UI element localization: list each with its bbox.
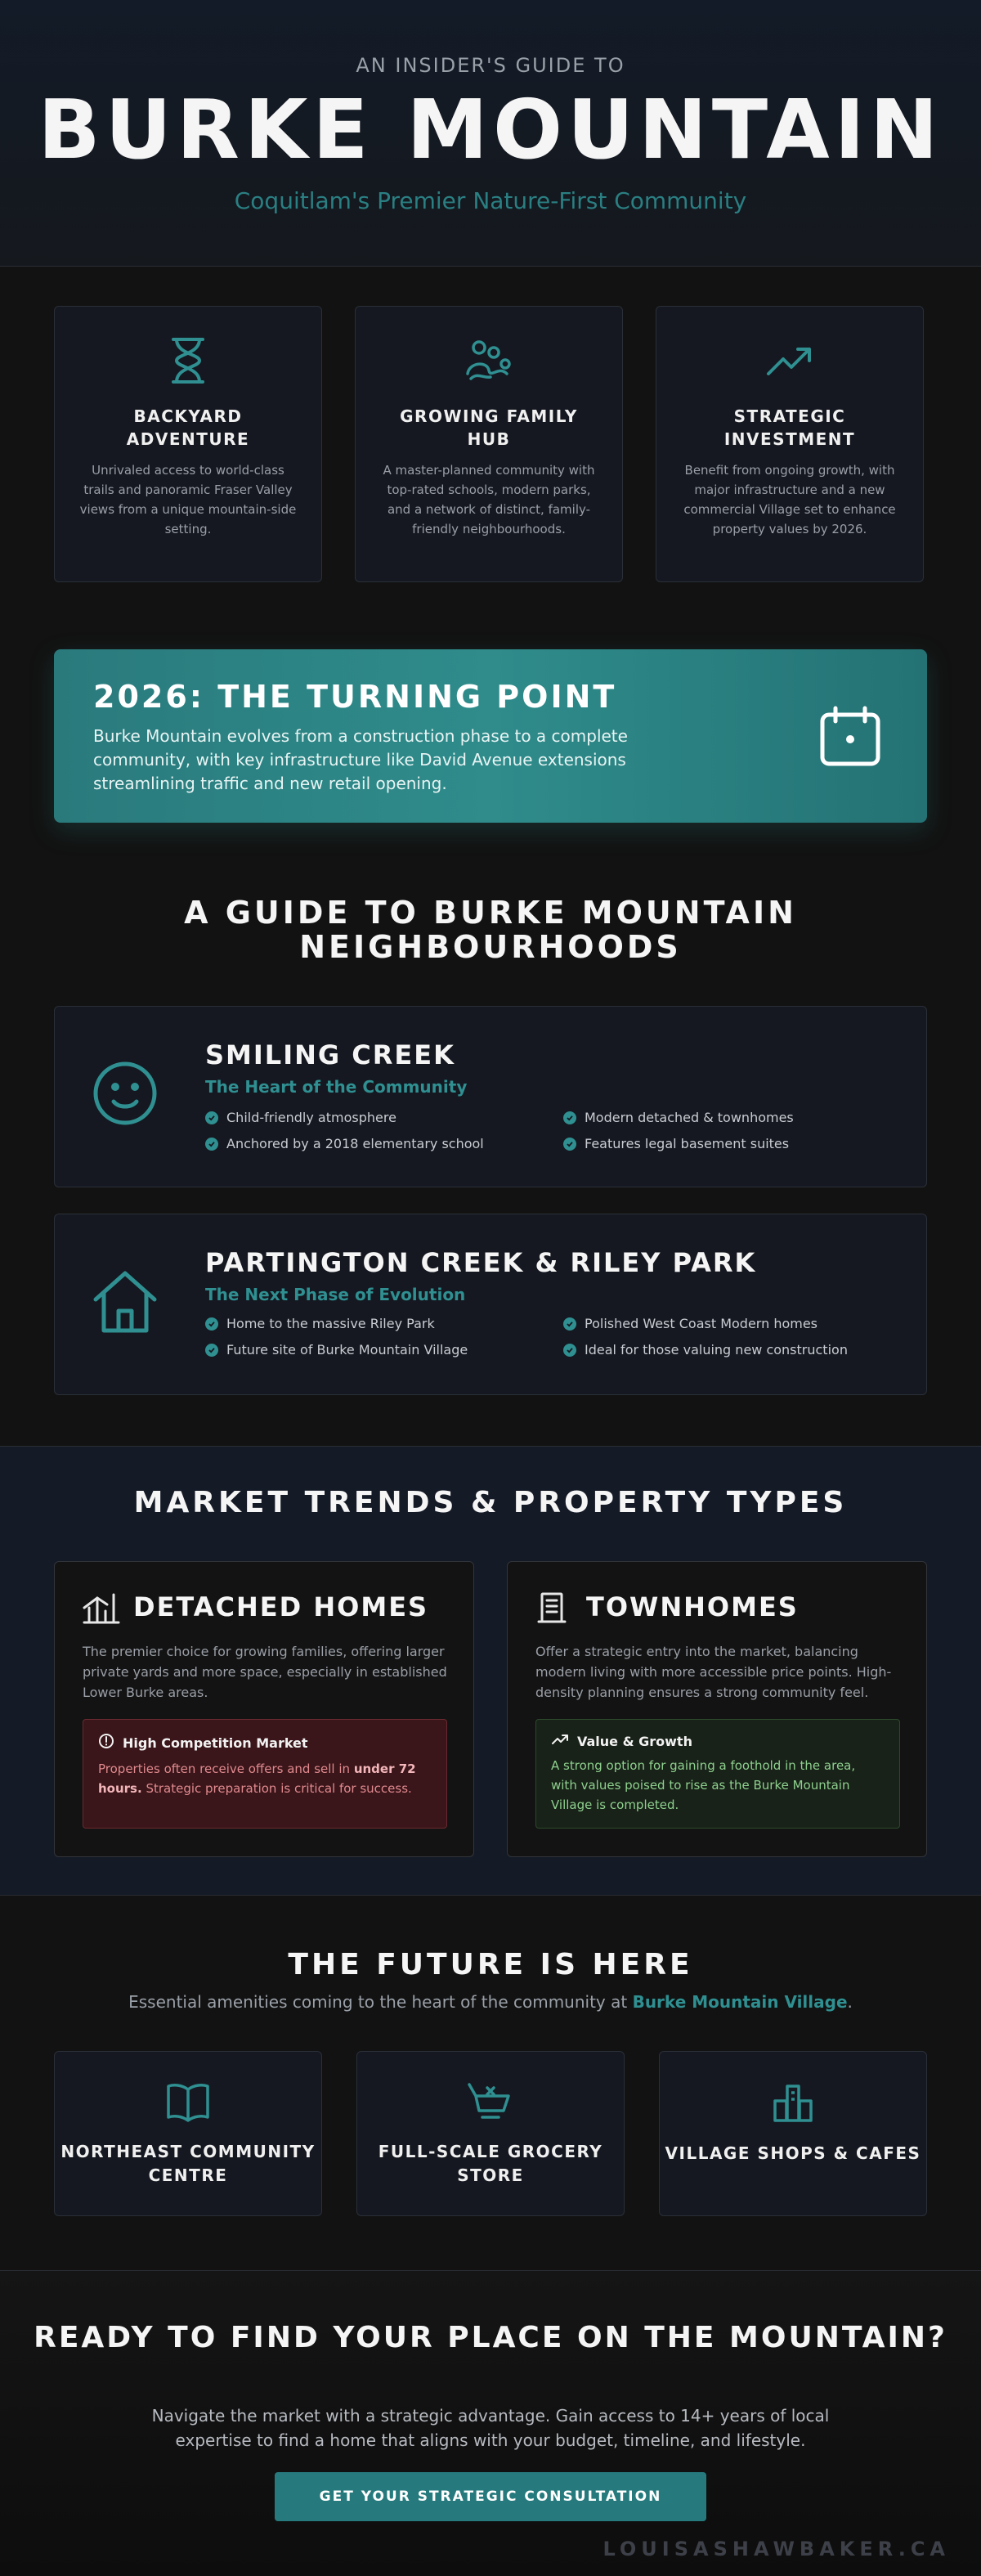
feature-item (563, 1342, 848, 1358)
shops-icon (660, 2081, 926, 2124)
feature-label: Anchored by a 2018 elementary school (226, 1136, 484, 1151)
check-icon (563, 1138, 576, 1151)
market-card-title: DETACHED HOMES (133, 1591, 429, 1622)
turning-point-banner (54, 649, 927, 823)
pillar-title: BACKYARD ADVENTURE (126, 406, 250, 449)
check-icon (563, 1344, 576, 1357)
pillar-text: A master-planned community with top-rated schools, modern parks, and a network of distinct, family-friendly neighbourhoods. (383, 463, 595, 536)
future-subtitle-highlight: Burke Mountain Village (632, 1992, 848, 2012)
feature-label: Child-friendly atmosphere (226, 1110, 396, 1125)
feature-item (563, 1110, 794, 1125)
book-icon (55, 2081, 321, 2122)
feature-label: Polished West Coast Modern homes (585, 1316, 818, 1331)
feature-item (205, 1316, 435, 1331)
check-icon (563, 1317, 576, 1331)
pillar-card-adventure (54, 306, 322, 582)
market-card-text: Offer a strategic entry into the market, balancing modern living with more accessible price points. High-density planning ensures a strong community feel. (535, 1644, 892, 1700)
pillar-text: Unrivaled access to world-class trails and panoramic Fraser Valley views from a unique mountain-side setting. (79, 463, 297, 536)
neighbourhood-title: PARTINGTON CREEK & RILEY PARK (205, 1247, 757, 1278)
market-heading: MARKET TRENDS & PROPERTY TYPES (133, 1486, 848, 1519)
market-card-text: The premier choice for growing families, offering larger private yards and more space, especially in established Lower Burke areas. (83, 1644, 447, 1700)
amenity-card-shops (659, 2051, 927, 2216)
future-heading: THE FUTURE IS HERE (288, 1948, 693, 1981)
neighbourhoods-heading: A GUIDE TO BURKE MOUNTAIN NEIGHBOURHOODS (184, 895, 797, 965)
feature-item (205, 1136, 484, 1151)
callout-text: Strategic preparation is critical for success. (141, 1781, 412, 1796)
alert-icon (98, 1733, 114, 1752)
pillar-card-investment (656, 306, 924, 582)
pillar-title: GROWING FAMILY HUB (400, 406, 578, 449)
amenity-card-community-centre (54, 2051, 322, 2216)
building-chart-icon (83, 1591, 120, 1627)
value-growth-callout (535, 1719, 900, 1829)
check-icon (205, 1344, 218, 1357)
hero-eyebrow: AN INSIDER'S GUIDE TO (356, 54, 625, 77)
market-section (0, 1446, 981, 1896)
feature-item (205, 1342, 468, 1358)
feature-label: Features legal basement suites (585, 1136, 790, 1151)
feature-item (563, 1316, 818, 1331)
consultation-button[interactable]: GET YOUR STRATEGIC CONSULTATION (275, 2472, 706, 2521)
trending-up-icon (679, 336, 900, 385)
callout-text: Properties often receive offers and sell in (98, 1761, 354, 1776)
pillar-card-family (355, 306, 623, 582)
callout-body: A strong option for gaining a foothold in the area, with values poised to rise as the Burke Mountain Village is completed. (551, 1758, 856, 1812)
turning-point-text: Burke Mountain evolves from a construction phase to a complete community, with key infrastructure like David Avenue extensions streamlining traffic and new retail opening. (93, 726, 628, 793)
hero-title: BURKE MOUNTAIN (38, 82, 943, 177)
amenity-title: FULL-SCALE GROCERY STORE (378, 2142, 603, 2185)
feature-label: Future site of Burke Mountain Village (226, 1342, 468, 1358)
feature-item (563, 1136, 789, 1151)
trend-icon (551, 1733, 569, 1749)
family-icon (379, 336, 599, 385)
check-icon (563, 1111, 576, 1124)
hero-subtitle: Coquitlam's Premier Nature-First Community (234, 187, 747, 214)
market-card-title: TOWNHOMES (586, 1591, 799, 1622)
pillar-text: Benefit from ongoing growth, with major infrastructure and a new commercial Village set to enhance property values by 2026. (683, 463, 896, 536)
amenity-title: NORTHEAST COMMUNITY CENTRE (60, 2142, 316, 2185)
calendar-icon (818, 705, 883, 772)
smile-icon (91, 1059, 159, 1131)
check-icon (205, 1317, 218, 1331)
feature-label: Home to the massive Riley Park (226, 1316, 435, 1331)
callout-header (551, 1733, 885, 1749)
neighbourhood-subtitle: The Next Phase of Evolution (205, 1285, 466, 1304)
hiking-icon (78, 336, 298, 385)
future-subtitle (0, 1992, 981, 2012)
market-card-townhomes (507, 1561, 927, 1857)
neighbourhood-card-smiling-creek (54, 1006, 927, 1187)
callout-body (98, 1759, 432, 1798)
market-card-detached (54, 1561, 474, 1857)
pillar-title: STRATEGIC INVESTMENT (723, 406, 856, 449)
cta-section (0, 2270, 981, 2576)
neighbourhood-title: SMILING CREEK (205, 1039, 455, 1070)
callout-title: High Competition Market (123, 1735, 308, 1751)
feature-item (205, 1110, 396, 1125)
townhome-icon (535, 1591, 568, 1627)
neighbourhood-subtitle: The Heart of the Community (205, 1077, 468, 1097)
cta-title: READY TO FIND YOUR PLACE ON THE MOUNTAIN? (34, 2321, 947, 2354)
website-watermark: LOUISASHAWBAKER.CA (602, 2538, 950, 2560)
feature-label: Ideal for those valuing new construction (585, 1342, 848, 1358)
callout-header (98, 1733, 432, 1752)
check-icon (205, 1138, 218, 1151)
future-subtitle-text: . (847, 1992, 853, 2012)
grocery-icon (357, 2081, 624, 2122)
amenity-card-grocery (356, 2051, 625, 2216)
cta-text: Navigate the market with a strategic advantage. Gain access to 14+ years of local expertise to find a home that aligns with your budget, timeline, and lifestyle. (151, 2406, 830, 2450)
check-icon (205, 1111, 218, 1124)
neighbourhood-card-partington (54, 1214, 927, 1395)
turning-point-title: 2026: THE TURNING POINT (93, 679, 617, 715)
callout-title: Value & Growth (577, 1733, 692, 1749)
high-competition-callout (83, 1719, 447, 1829)
house-icon (91, 1267, 159, 1339)
future-subtitle-text: Essential amenities coming to the heart of the community at (128, 1992, 633, 2012)
callout-emphasis: under 72 hours. (98, 1761, 416, 1796)
feature-label: Modern detached & townhomes (585, 1110, 794, 1125)
hero-section (0, 0, 981, 267)
amenity-title: VILLAGE SHOPS & CAFES (665, 2143, 921, 2163)
